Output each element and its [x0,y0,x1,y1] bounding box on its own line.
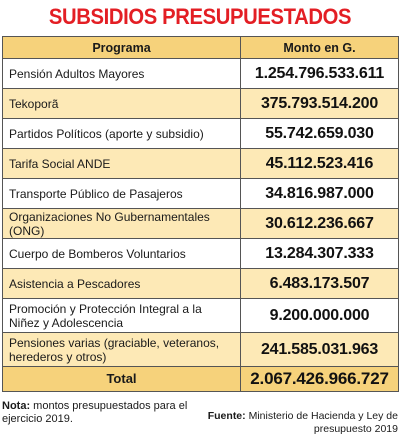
program-cell: Tarifa Social ANDE [3,149,241,179]
table-row [3,333,399,367]
amount-cell: 34.816.987.000 [241,179,399,209]
page-title: SUBSIDIOS PRESUPUESTADOS [48,4,352,29]
amount-cell: 375.793.514.200 [241,89,399,119]
table-row [3,269,399,299]
table-row [3,299,399,333]
subsidies-table [2,36,399,392]
program-cell: Cuerpo de Bomberos Voluntarios [3,239,241,269]
total-label: Total [3,367,241,392]
total-row [3,367,399,392]
program-cell: Pensión Adultos Mayores [3,59,241,89]
footnote [2,400,192,426]
table-row [3,119,399,149]
table-row [3,179,399,209]
footer [2,400,398,433]
column-header-program: Programa [3,37,241,59]
amount-cell: 6.483.173.507 [241,269,399,299]
amount-cell: 45.112.523.416 [241,149,399,179]
amount-cell: 9.200.000.000 [241,299,399,333]
total-amount: 2.067.426.966.727 [241,367,399,392]
program-cell: Pensiones varias (graciable, veteranos, herederos y otros) [3,333,241,367]
table-row [3,149,399,179]
amount-cell: 1.254.796.533.611 [241,59,399,89]
note-label: Nota: [2,400,31,412]
table-row [3,59,399,89]
program-cell: Partidos Políticos (aporte y subsidio) [3,119,241,149]
amount-cell: 55.742.659.030 [241,119,399,149]
program-cell: Tekoporã [3,89,241,119]
note-text: montos presupuestados para el ejercicio 2019. [2,400,188,425]
source-credit [198,410,398,436]
table-row [3,209,399,239]
amount-cell: 241.585.031.963 [241,333,399,367]
program-cell: Asistencia a Pescadores [3,269,241,299]
program-cell: Transporte Público de Pasajeros [3,179,241,209]
table-row [3,239,399,269]
table-row [3,89,399,119]
source-label: Fuente: [207,410,246,422]
column-header-amount: Monto en G. [241,37,399,59]
program-cell: Organizaciones No Gubernamentales (ONG) [3,209,241,239]
amount-cell: 13.284.307.333 [241,239,399,269]
table-header-row [3,37,399,59]
program-cell: Promoción y Protección Integral a la Niñez y Adolescencia [3,299,241,333]
amount-cell: 30.612.236.667 [241,209,399,239]
source-text: Ministerio de Hacienda y Ley de presupuesto 2019 [245,410,398,435]
